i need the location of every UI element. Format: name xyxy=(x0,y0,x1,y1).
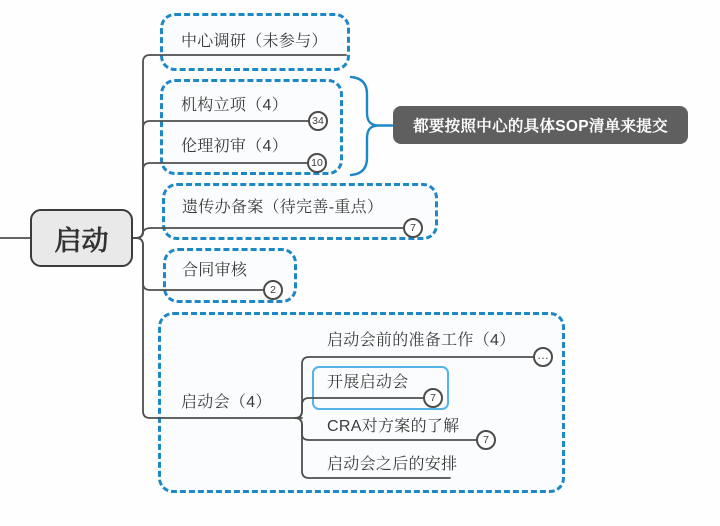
badge-contract-count[interactable]: 2 xyxy=(263,280,283,300)
root-topic[interactable] xyxy=(30,209,133,267)
topic-ethics[interactable]: 伦理初审（4） xyxy=(181,138,288,155)
root-topic-label: 启动 xyxy=(54,225,109,256)
summary-callout[interactable] xyxy=(393,106,688,144)
topic-kickoff-conduct[interactable]: 开展启动会 xyxy=(327,374,409,391)
topic-kickoff-after[interactable]: 启动会之后的安排 xyxy=(327,456,458,473)
summary-callout-label: 都要按照中心的具体SOP清单来提交 xyxy=(413,118,668,135)
topic-kickoff-cra[interactable]: CRA对方案的了解 xyxy=(327,418,460,435)
badge-ethics-count[interactable]: 10 xyxy=(307,153,327,173)
badge-cra-count[interactable]: 7 xyxy=(476,430,496,450)
topic-kickoff[interactable]: 启动会（4） xyxy=(181,394,272,411)
topic-contract[interactable]: 合同审核 xyxy=(182,262,248,279)
topic-kickoff-prep[interactable]: 启动会前的准备工作（4） xyxy=(327,332,516,349)
badge-genetic-count[interactable]: 7 xyxy=(403,218,423,238)
badge-conduct-count[interactable]: 7 xyxy=(423,388,443,408)
topic-center-survey[interactable]: 中心调研（未参与） xyxy=(181,33,328,50)
summary-brace-curve xyxy=(351,77,377,175)
badge-approval-count[interactable]: 34 xyxy=(308,111,328,131)
topic-genetic-filing[interactable]: 遗传办备案（待完善-重点） xyxy=(182,199,384,216)
summary-brace xyxy=(351,77,392,175)
topic-approval[interactable]: 机构立项（4） xyxy=(181,97,288,114)
badge-prep-collapsed[interactable]: … xyxy=(533,347,553,367)
